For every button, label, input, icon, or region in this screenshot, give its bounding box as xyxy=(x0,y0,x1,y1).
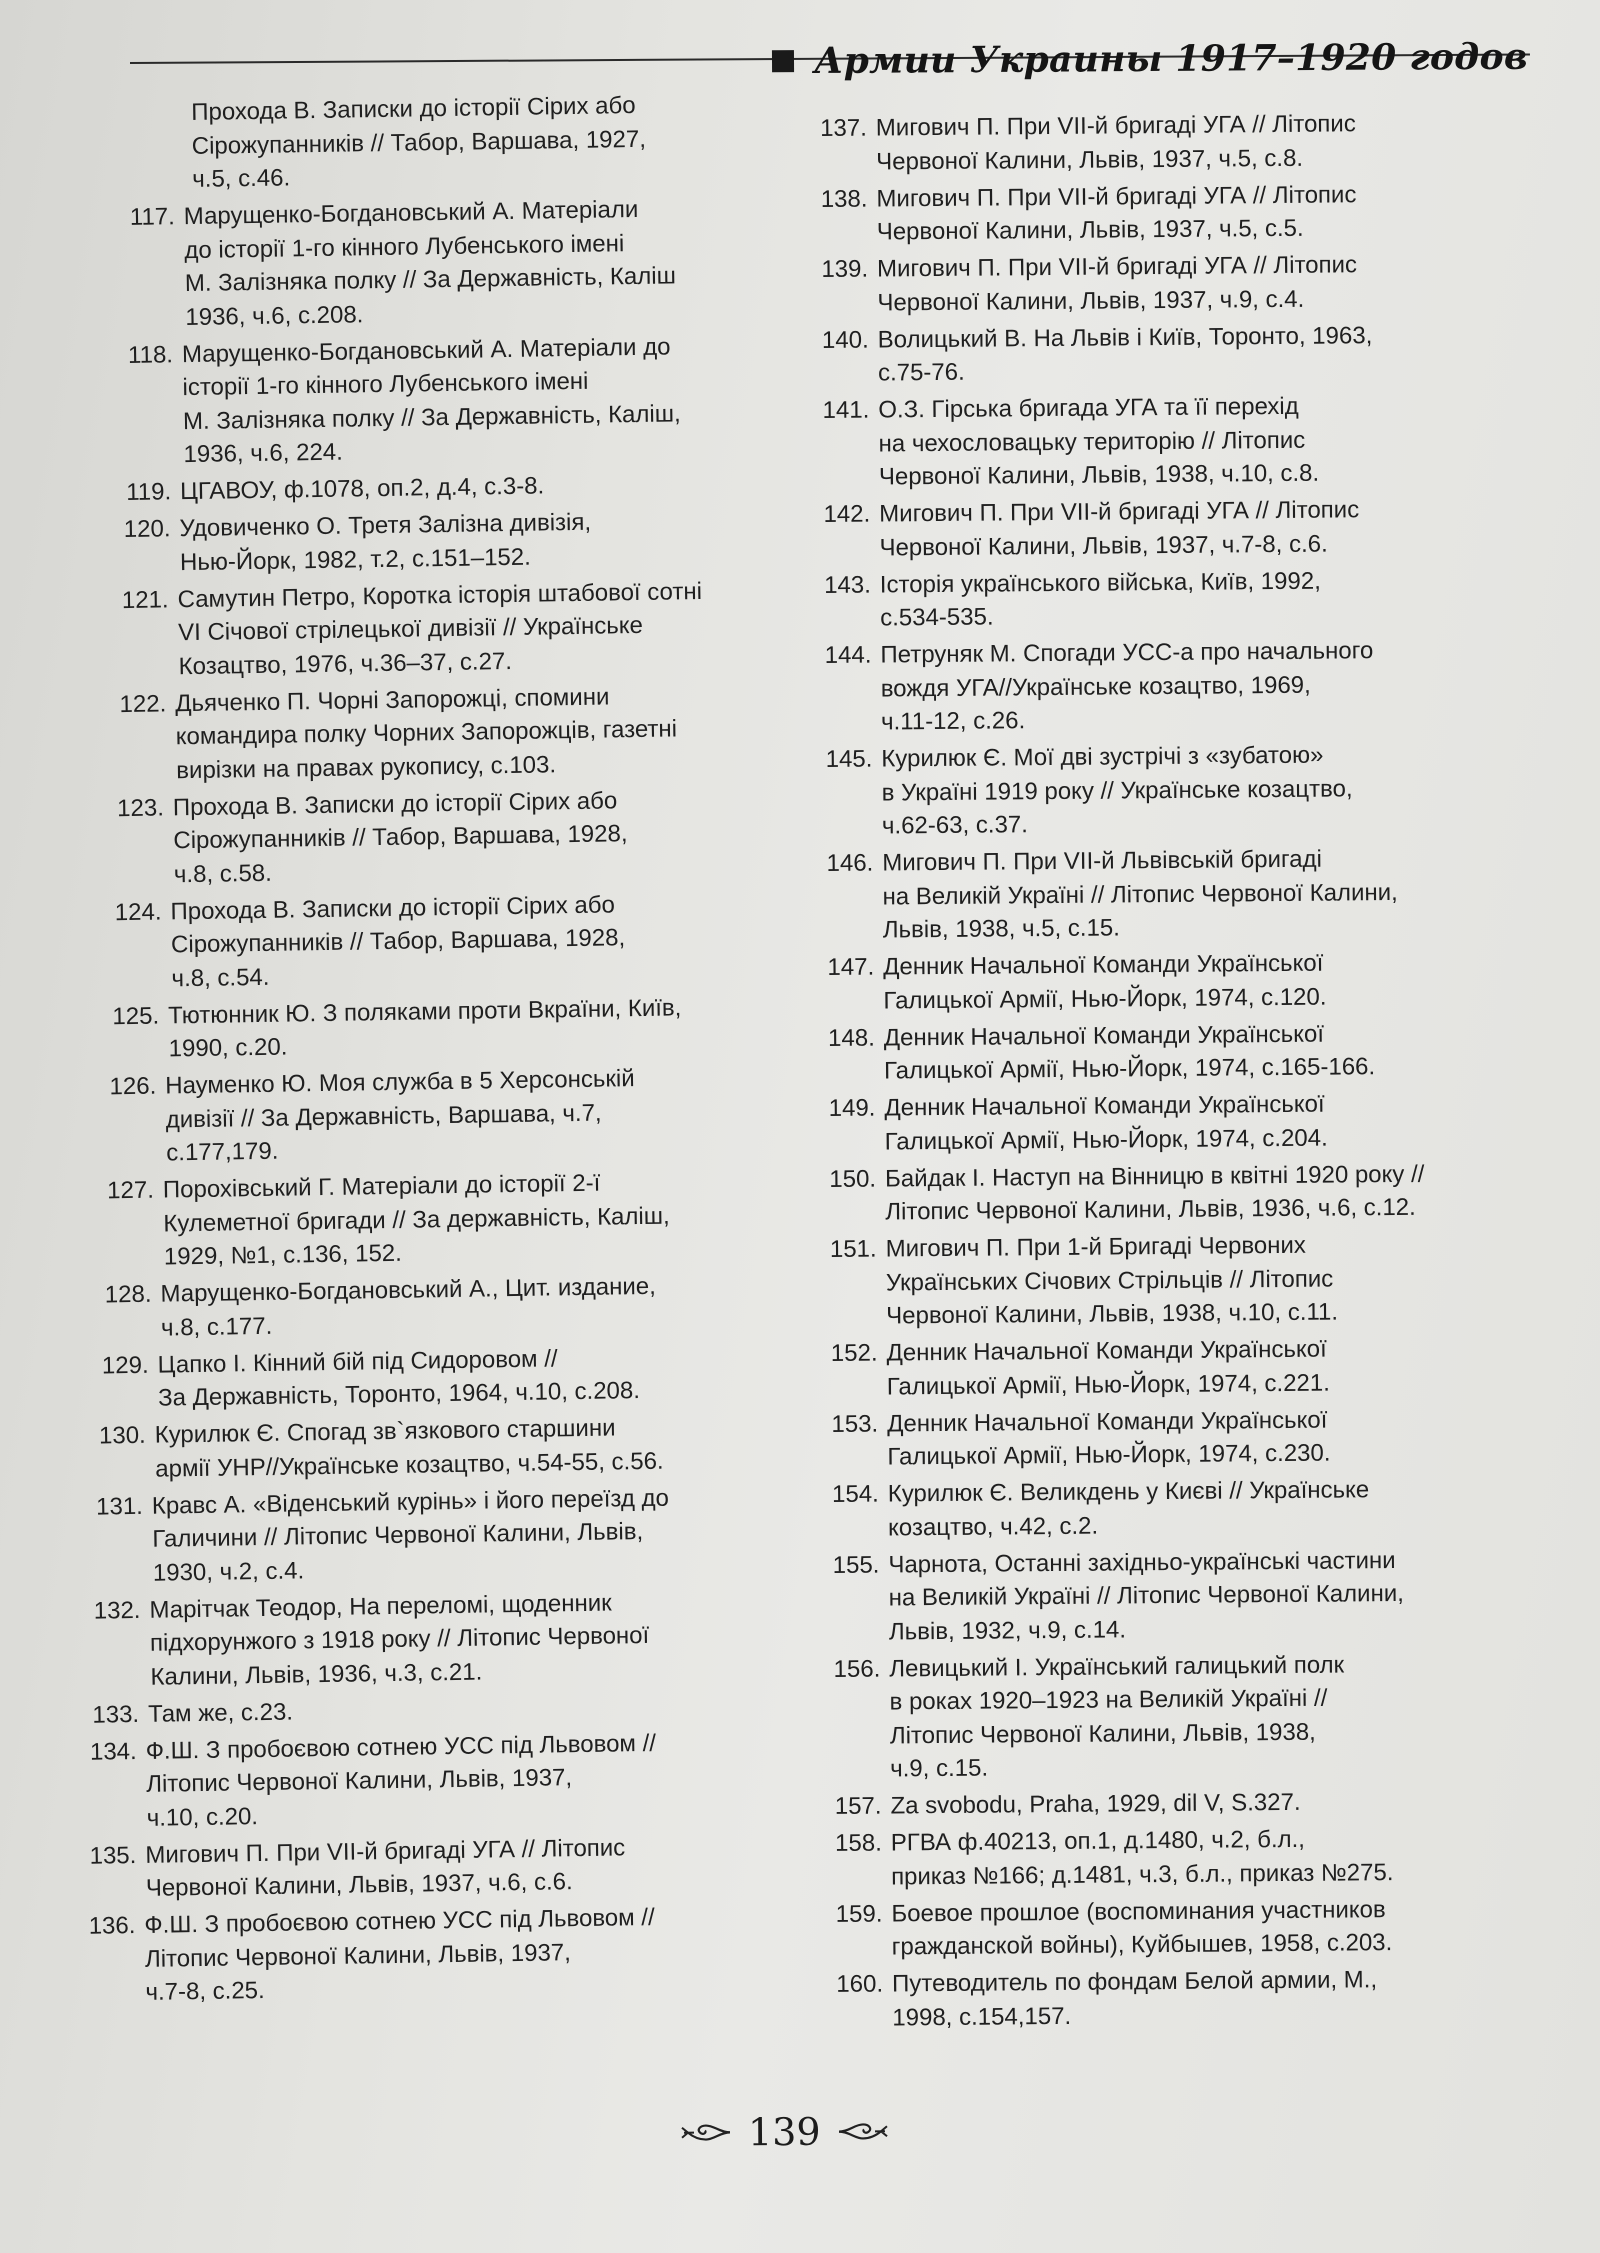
note-148 xyxy=(828,1015,1519,1088)
note-text: О.З. Гірська бригада УГА та її перехід на чехословацьку територію // Літопис Червоної Калини, Львів, 1938, ч.10, с.8. xyxy=(878,392,1320,491)
note-text: Марущенко-Богдановський А. Матеріали до історії 1-го кінного Лубенського імені М. Залізняка полку // За Державність, Каліш 1936, ч.6, с.208. xyxy=(183,195,677,331)
note-number: 128. xyxy=(104,1280,152,1309)
note-139 xyxy=(821,247,1512,320)
note-text: Прохода В. Записки до історії Сірих або Сірожупанників // Табор, Варшава, 1927, ч.5, с.46. xyxy=(191,91,647,193)
note-128 xyxy=(79,1267,815,1346)
note-text: Ф.Ш. З пробоєвою сотнею УСС під Львовом // Літопис Червоної Калини, Львів, 1937, ч.10, с.20. xyxy=(145,1729,657,1832)
note-number: 123. xyxy=(116,793,165,822)
note-text: Курилюк Є. Мої дві зустрічі з «зубатою» в Україні 1919 року // Українське козацтво, ч.62-63, с.37. xyxy=(881,741,1353,840)
note-text: Кравс А. «Віденський курінь» і його переїзд до Галичини // Літопис Червоної Калини, Львів, 1930, ч.2, с.4. xyxy=(151,1484,670,1587)
note-number: 145. xyxy=(825,745,873,773)
note-text: Чарнота, Останні західньо-українські частини на Великій Україні // Літопис Червоної Калини, Львів, 1932, ч.9, с.14. xyxy=(888,1546,1404,1645)
left-ornament-icon xyxy=(680,2119,732,2145)
note-text: Денник Начальної Команди Української Галицької Армії, Нью-Йорк, 1974, с.221. xyxy=(886,1335,1330,1400)
note-number: 137. xyxy=(820,114,867,142)
note-text: Мигович П. При VII-й бригаді УГА // Літопис Червоної Калини, Львів, 1937, ч.5, с.8. xyxy=(875,110,1356,176)
note-number: 138. xyxy=(820,185,868,213)
note-number: 135. xyxy=(89,1841,137,1870)
note-text: Боевое прошлое (воспоминания участников гражданской войны), Куйбышев, 1958, с.203. xyxy=(891,1895,1393,1961)
note-text: Тютюнник Ю. З поляками проти Вкраїни, Київ, 1990, с.20. xyxy=(167,993,682,1063)
note-151 xyxy=(830,1227,1521,1334)
note-text: Самутин Петро, Коротка історія штабової сотні VI Січової стрілецької дивізії // Українське Козацтво, 1976, ч.36–37, с.27. xyxy=(177,577,703,680)
note-text: Прохода В. Записки до історії Сірих або Сірожупанників // Табор, Варшава, 1928, ч.8, с.54. xyxy=(170,890,626,992)
note-159 xyxy=(836,1891,1527,1964)
note-number: 149. xyxy=(828,1094,876,1122)
note-number: 120. xyxy=(123,515,171,544)
note-number: 153. xyxy=(831,1410,879,1438)
note-number: 129. xyxy=(101,1351,149,1379)
note-number: 143. xyxy=(824,571,871,599)
header-title: Армии Украины 1917–1920 годов xyxy=(814,35,1529,83)
note-number: 134. xyxy=(89,1737,137,1766)
note-text: Денник Начальної Команди Української Галицької Армії, Нью-Йорк, 1974, с.120. xyxy=(883,949,1327,1014)
note-text: Марущенко-Богдановський А., Цит. издание, ч.8, с.177. xyxy=(160,1272,656,1342)
note-text: Цапко І. Кінний бій під Сидоровом // За Державність, Торонто, 1964, ч.10, с.208. xyxy=(157,1344,641,1412)
note-131 xyxy=(82,1479,818,1591)
note-130 xyxy=(81,1408,817,1487)
note-text: Мигович П. При VII-й бригаді УГА // Літопис Червоної Калини, Львів, 1937, ч.9, с.4. xyxy=(876,251,1358,317)
note-number: 126. xyxy=(109,1072,157,1101)
note-text: РГВА ф.40213, оп.1, д.1480, ч.2, б.л., приказ №166; д.1481, ч.3, б.л., приказ №275. xyxy=(890,1825,1394,1890)
note-text: Ф.Ш. З пробоєвою сотнею УСС під Львовом // Літопис Червоної Калини, Львів, 1937, ч.7-8, с.25. xyxy=(144,1903,655,2006)
note-134 xyxy=(86,1724,822,1836)
note-text: Мигович П. При 1-й Бригаді Червоних Українських Січових Стрільців // Літопис Червоної Калини, Львів, 1938, ч.10, с.11. xyxy=(885,1231,1339,1330)
note-number: 140. xyxy=(821,326,869,354)
note-text: Мигович П. При VII-й бригаді УГА // Літопис Червоної Калини, Львів, 1937, ч.6, с.6. xyxy=(145,1833,626,1902)
note-155 xyxy=(833,1542,1524,1649)
note-text: Левицький І. Український галицький полк в роках 1920–1923 на Великій Україні // Літопис Червоної Калини, Львів, 1938, ч.9, с.15. xyxy=(889,1650,1345,1783)
note-number: 151. xyxy=(829,1235,877,1263)
note-text: Дьяченко П. Чорні Запорожці, спомини командира полку Чорних Запорожців, газетні вирізки на правах рукопису, с.103. xyxy=(175,682,678,784)
note-149 xyxy=(829,1086,1520,1159)
note-number: 156. xyxy=(833,1655,881,1683)
note-160 xyxy=(836,1962,1527,2035)
note-120 xyxy=(67,502,803,581)
note-123 xyxy=(71,781,807,893)
note-141 xyxy=(822,388,1513,495)
note-147 xyxy=(827,945,1518,1018)
note-125 xyxy=(74,989,810,1068)
note-140 xyxy=(822,317,1513,390)
note-117 xyxy=(62,190,799,336)
note-number: 160. xyxy=(836,1970,884,1998)
right-ornament-icon xyxy=(836,2118,888,2144)
note-text: Мигович П. При VII-й бригаді УГА // Літопис Червоної Калини, Львів, 1937, ч.7-8, с.6. xyxy=(879,496,1360,561)
note-118 xyxy=(64,328,801,474)
note-text: Волицький В. На Львів і Київ, Торонто, 1963, с.75-76. xyxy=(877,321,1373,387)
note-156 xyxy=(833,1646,1524,1786)
note-137 xyxy=(820,106,1511,179)
note-text: Денник Начальної Команди Української Галицької Армії, Нью-Йорк, 1974, с.165-166. xyxy=(883,1020,1376,1085)
note-number: 150. xyxy=(829,1165,877,1193)
note-number: 121. xyxy=(121,585,169,614)
note-number: 157. xyxy=(834,1792,882,1820)
note-text: ЦГАВОУ, ф.1078, оп.2, д.4, с.3-8. xyxy=(179,472,545,506)
note-number: 142. xyxy=(823,500,871,528)
notes-column-left xyxy=(60,86,825,2013)
notes-column-right xyxy=(820,106,1527,2038)
note-text: Курилюк Є. Спогад зв`язкового старшини армії УНР//Українське козацтво, ч.54-55, с.56. xyxy=(154,1414,664,1483)
note-number: 139. xyxy=(821,255,869,283)
note-number: 136. xyxy=(88,1912,136,1940)
note-144 xyxy=(825,633,1516,740)
note-number: 146. xyxy=(826,849,874,877)
note-text: Байдак І. Наступ на Вінницю в квітні 1920 року // Літопис Червоної Калини, Львів, 1936, ч.6, с.12. xyxy=(884,1160,1425,1226)
note-129 xyxy=(80,1338,816,1417)
note-number: 117. xyxy=(129,203,176,231)
note-126 xyxy=(75,1059,811,1171)
note-number: 130. xyxy=(98,1421,146,1450)
note-number: 119. xyxy=(125,478,172,507)
note-number: 159. xyxy=(835,1900,883,1928)
note-text: Денник Начальної Команди Української Галицької Армії, Нью-Йорк, 1974, с.204. xyxy=(884,1090,1328,1155)
page-number: 139 xyxy=(747,2109,821,2155)
note-text: Петруняк М. Спогади УСС-а про начального вождя УГА//Українське козацтво, 1969, ч.11-12, с.26. xyxy=(880,637,1374,736)
note-number: 148. xyxy=(827,1024,875,1052)
note-text: Порохівський Г. Матеріали до історії 2-ї Кулеметної бригади // За державність, Каліш, 1929, №1, с.136, 152. xyxy=(162,1169,670,1271)
note-number: 122. xyxy=(119,689,167,718)
note-text: Марітчак Теодор, На переломі, щоденник підхорунжого з 1918 року // Літопис Червоної Калини, Львів, 1936, ч.3, с.21. xyxy=(149,1589,650,1691)
note-154 xyxy=(832,1472,1523,1545)
note-124 xyxy=(73,885,809,997)
note-number: 158. xyxy=(834,1829,882,1857)
note-132 xyxy=(84,1583,820,1695)
note-continuation xyxy=(60,86,796,198)
note-number: 124. xyxy=(114,898,162,926)
note-text: Там же, с.23. xyxy=(147,1698,294,1728)
note-152 xyxy=(831,1331,1522,1404)
note-153 xyxy=(831,1401,1522,1474)
note-150 xyxy=(829,1156,1520,1229)
note-145 xyxy=(826,737,1517,844)
note-142 xyxy=(823,492,1514,565)
note-text: Прохода В. Записки до історії Сірих або Сірожупанників // Табор, Варшава, 1928, ч.8, с.58. xyxy=(172,786,628,888)
note-number: 141. xyxy=(822,396,870,424)
note-number: 127. xyxy=(106,1176,155,1205)
note-number: 125. xyxy=(112,1002,160,1030)
header-square-marker xyxy=(772,50,794,72)
note-121 xyxy=(68,573,804,685)
page-footer xyxy=(680,2109,889,2154)
note-157 xyxy=(835,1784,1525,1824)
note-text: Путеводитель по фондам Белой армии, М., 1998, с.154,157. xyxy=(891,1966,1378,2031)
note-number: 118. xyxy=(127,340,174,369)
note-136 xyxy=(88,1898,824,2010)
note-text: Курилюк Є. Великдень у Києві // Українське козацтво, ч.42, с.2. xyxy=(887,1476,1370,1541)
note-146 xyxy=(826,841,1517,948)
note-143 xyxy=(824,562,1515,635)
note-number: 133. xyxy=(92,1700,140,1729)
note-text: Удовиченко О. Третя Залізна дивізія, Нью-Йорк, 1982, т.2, с.151–152. xyxy=(179,508,592,576)
note-text: Денник Начальної Команди Української Галицької Армії, Нью-Йорк, 1974, с.230. xyxy=(887,1406,1331,1471)
note-text: Мигович П. При VII-й бригаді УГА // Літопис Червоної Калини, Львів, 1937, ч.5, с.5. xyxy=(876,180,1357,246)
note-number: 132. xyxy=(93,1596,141,1625)
note-138 xyxy=(821,176,1512,249)
note-number: 147. xyxy=(827,953,875,981)
note-number: 155. xyxy=(832,1551,880,1579)
running-header xyxy=(772,36,1528,83)
note-122 xyxy=(69,677,805,789)
note-text: Марущенко-Богдановський А. Матеріали до історії 1-го кінного Лубенського імені М. Залізняка полку // За Державність, Каліш, 1936, ч.6, 224. xyxy=(181,332,681,469)
note-135 xyxy=(87,1828,823,1907)
note-127 xyxy=(77,1163,813,1275)
note-text: Za svobodu, Praha, 1929, dil V, S.327. xyxy=(890,1788,1301,1820)
note-number: 152. xyxy=(830,1339,878,1367)
note-text: Мигович П. При VII-й Львівській бригаді на Великій Україні // Літопис Червоної Калини, Львів, 1938, ч.5, с.15. xyxy=(882,845,1398,944)
note-text: Науменко Ю. Моя служба в 5 Херсонській дивізії // За Державність, Варшава, ч.7, с.177,179. xyxy=(165,1065,635,1167)
note-158 xyxy=(835,1821,1526,1894)
note-number: 144. xyxy=(824,641,872,669)
note-text: Історія українського війська, Київ, 1992, с.534-535. xyxy=(879,567,1321,632)
note-number: 131. xyxy=(95,1492,144,1521)
note-number: 154. xyxy=(831,1480,879,1508)
